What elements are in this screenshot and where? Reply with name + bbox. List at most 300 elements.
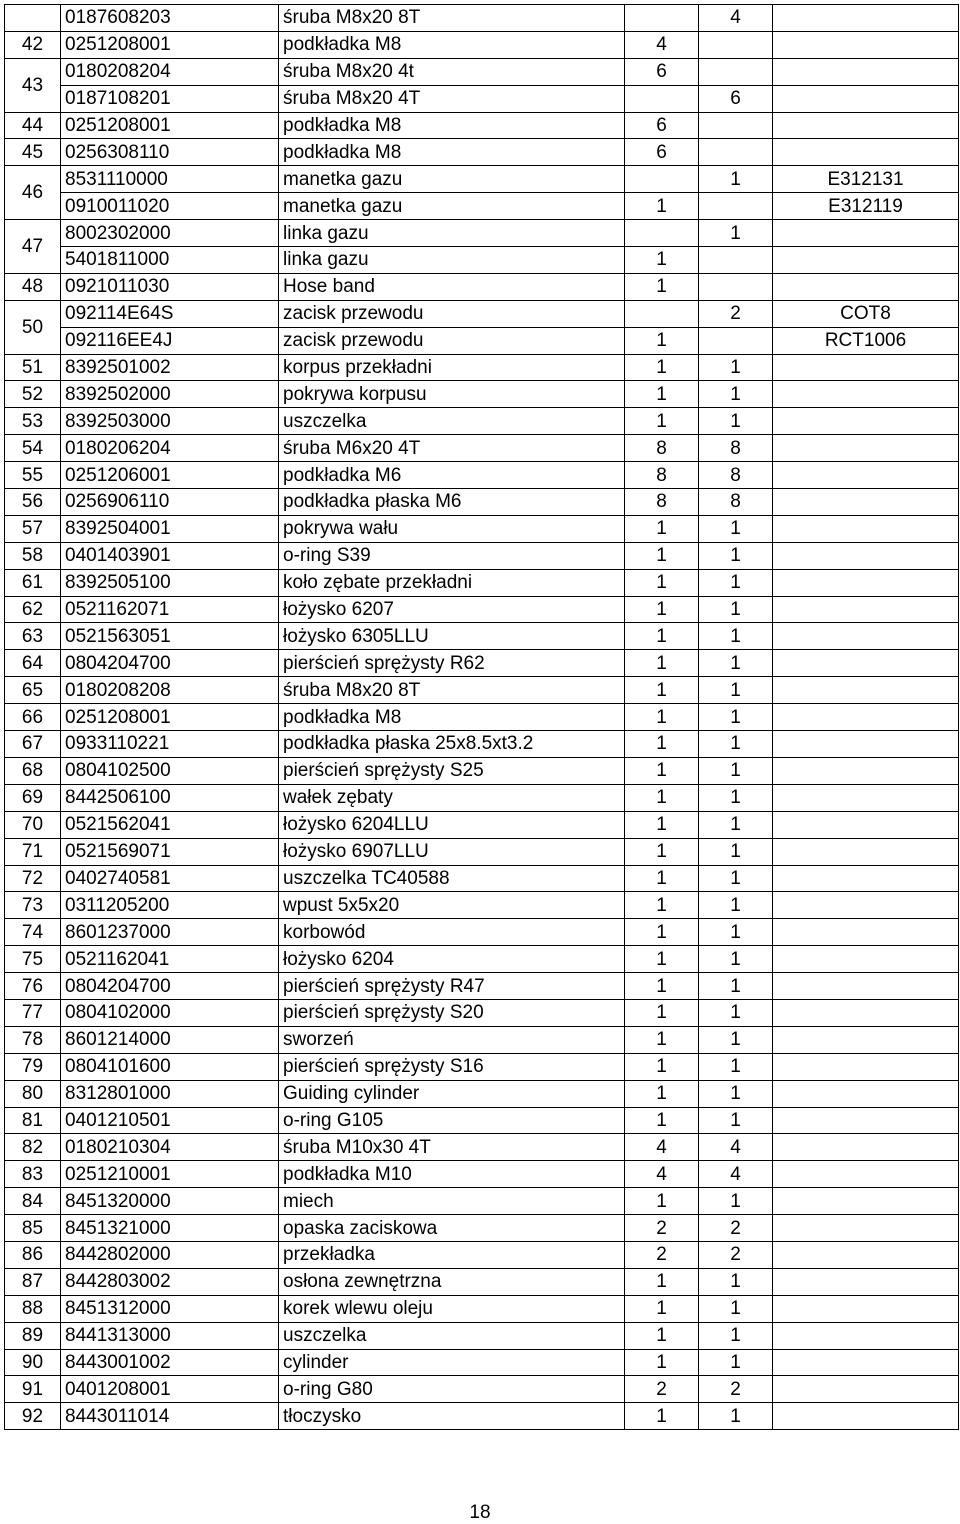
remark-cell <box>773 1215 959 1242</box>
table-row <box>5 1026 959 1053</box>
part-name-cell: podkładka M8 <box>279 704 625 731</box>
row-number-cell: 72 <box>5 865 61 892</box>
row-number-cell: 89 <box>5 1322 61 1349</box>
quantity-a-cell: 8 <box>625 435 699 462</box>
row-number-cell: 91 <box>5 1376 61 1403</box>
table-row <box>5 1322 959 1349</box>
part-name-cell: łożysko 6204LLU <box>279 811 625 838</box>
remark-cell <box>773 1026 959 1053</box>
remark-cell <box>773 946 959 973</box>
table-row <box>5 139 959 166</box>
quantity-b-cell: 8 <box>699 489 773 516</box>
table-row <box>5 1080 959 1107</box>
table-row <box>5 919 959 946</box>
remark-cell <box>773 247 959 274</box>
table-row <box>5 1134 959 1161</box>
part-code-cell: 8002302000 <box>61 220 279 247</box>
row-number-cell: 87 <box>5 1268 61 1295</box>
quantity-a-cell: 1 <box>625 1080 699 1107</box>
quantity-a-cell: 1 <box>625 811 699 838</box>
quantity-b-cell: 1 <box>699 973 773 1000</box>
quantity-b-cell: 1 <box>699 650 773 677</box>
quantity-b-cell <box>699 31 773 58</box>
row-number-cell: 86 <box>5 1241 61 1268</box>
table-row <box>5 58 959 85</box>
part-code-cell: 0804204700 <box>61 650 279 677</box>
quantity-a-cell: 8 <box>625 462 699 489</box>
part-code-cell: 8531110000 <box>61 166 279 193</box>
quantity-b-cell: 1 <box>699 1026 773 1053</box>
row-number-cell: 48 <box>5 273 61 300</box>
part-name-cell: łożysko 6907LLU <box>279 838 625 865</box>
table-row <box>5 677 959 704</box>
quantity-a-cell <box>625 300 699 327</box>
quantity-b-cell: 6 <box>699 85 773 112</box>
quantity-a-cell: 1 <box>625 838 699 865</box>
quantity-b-cell: 8 <box>699 462 773 489</box>
table-row <box>5 1349 959 1376</box>
quantity-a-cell: 4 <box>625 31 699 58</box>
row-number-cell: 64 <box>5 650 61 677</box>
row-number-cell: 81 <box>5 1107 61 1134</box>
remark-cell <box>773 489 959 516</box>
quantity-b-cell: 1 <box>699 220 773 247</box>
table-row <box>5 327 959 354</box>
part-name-cell: miech <box>279 1188 625 1215</box>
table-row <box>5 408 959 435</box>
row-number-cell: 62 <box>5 596 61 623</box>
quantity-a-cell: 1 <box>625 1107 699 1134</box>
part-code-cell: 0521162071 <box>61 596 279 623</box>
remark-cell <box>773 865 959 892</box>
part-code-cell: 8451321000 <box>61 1215 279 1242</box>
table-row <box>5 31 959 58</box>
quantity-a-cell: 2 <box>625 1241 699 1268</box>
quantity-b-cell <box>699 247 773 274</box>
quantity-b-cell: 1 <box>699 542 773 569</box>
row-number-cell: 61 <box>5 569 61 596</box>
quantity-b-cell: 2 <box>699 1376 773 1403</box>
quantity-a-cell: 1 <box>625 784 699 811</box>
table-row <box>5 515 959 542</box>
parts-table-body <box>5 5 959 1430</box>
part-name-cell: śruba M8x20 4t <box>279 58 625 85</box>
part-name-cell: podkładka M8 <box>279 31 625 58</box>
table-row <box>5 220 959 247</box>
table-row <box>5 704 959 731</box>
row-number-cell: 45 <box>5 139 61 166</box>
table-row <box>5 1053 959 1080</box>
part-code-cell: 0256308110 <box>61 139 279 166</box>
table-row <box>5 596 959 623</box>
part-code-cell: 0251208001 <box>61 31 279 58</box>
table-row <box>5 757 959 784</box>
table-row <box>5 892 959 919</box>
part-code-cell: 8443011014 <box>61 1403 279 1430</box>
quantity-b-cell <box>699 273 773 300</box>
quantity-a-cell: 1 <box>625 596 699 623</box>
part-name-cell: o-ring G80 <box>279 1376 625 1403</box>
remark-cell <box>773 1053 959 1080</box>
row-number-cell: 65 <box>5 677 61 704</box>
part-code-cell: 0402740581 <box>61 865 279 892</box>
quantity-b-cell: 1 <box>699 166 773 193</box>
part-code-cell: 092114E64S <box>61 300 279 327</box>
part-code-cell: 0187108201 <box>61 85 279 112</box>
row-number-cell: 71 <box>5 838 61 865</box>
quantity-a-cell: 1 <box>625 1188 699 1215</box>
table-row <box>5 623 959 650</box>
remark-cell <box>773 596 959 623</box>
remark-cell <box>773 757 959 784</box>
table-row <box>5 489 959 516</box>
quantity-a-cell: 6 <box>625 139 699 166</box>
remark-cell <box>773 892 959 919</box>
part-code-cell: 0804102500 <box>61 757 279 784</box>
part-code-cell: 8601214000 <box>61 1026 279 1053</box>
part-code-cell: 0804101600 <box>61 1053 279 1080</box>
quantity-a-cell: 1 <box>625 515 699 542</box>
quantity-b-cell: 1 <box>699 596 773 623</box>
row-number-cell: 53 <box>5 408 61 435</box>
quantity-b-cell: 1 <box>699 919 773 946</box>
remark-cell <box>773 435 959 462</box>
remark-cell <box>773 31 959 58</box>
remark-cell <box>773 85 959 112</box>
row-number-cell: 54 <box>5 435 61 462</box>
table-row <box>5 784 959 811</box>
quantity-b-cell: 1 <box>699 811 773 838</box>
quantity-a-cell: 2 <box>625 1376 699 1403</box>
table-row <box>5 193 959 220</box>
part-name-cell: śruba M8x20 8T <box>279 677 625 704</box>
table-row <box>5 166 959 193</box>
table-row <box>5 838 959 865</box>
quantity-b-cell: 1 <box>699 731 773 758</box>
quantity-a-cell: 1 <box>625 542 699 569</box>
table-row <box>5 273 959 300</box>
row-number-cell <box>5 5 61 32</box>
part-code-cell: 8442802000 <box>61 1241 279 1268</box>
row-number-cell: 51 <box>5 354 61 381</box>
part-name-cell: pierścień sprężysty S16 <box>279 1053 625 1080</box>
row-number-cell: 88 <box>5 1295 61 1322</box>
part-name-cell: podkładka M8 <box>279 139 625 166</box>
remark-cell <box>773 1161 959 1188</box>
part-code-cell: 0910011020 <box>61 193 279 220</box>
quantity-a-cell: 1 <box>625 892 699 919</box>
part-code-cell: 0251210001 <box>61 1161 279 1188</box>
quantity-a-cell: 1 <box>625 193 699 220</box>
row-number-cell: 83 <box>5 1161 61 1188</box>
remark-cell: E312119 <box>773 193 959 220</box>
quantity-b-cell: 1 <box>699 1080 773 1107</box>
quantity-a-cell: 1 <box>625 919 699 946</box>
row-number-cell: 63 <box>5 623 61 650</box>
part-code-cell: 8601237000 <box>61 919 279 946</box>
remark-cell <box>773 58 959 85</box>
part-code-cell: 0401403901 <box>61 542 279 569</box>
part-name-cell: podkładka M10 <box>279 1161 625 1188</box>
part-name-cell: korpus przekładni <box>279 354 625 381</box>
part-code-cell: 0251208001 <box>61 704 279 731</box>
quantity-b-cell: 1 <box>699 569 773 596</box>
table-row <box>5 731 959 758</box>
table-row <box>5 1215 959 1242</box>
part-code-cell: 8392502000 <box>61 381 279 408</box>
table-row <box>5 946 959 973</box>
quantity-a-cell: 1 <box>625 731 699 758</box>
part-code-cell: 0521562041 <box>61 811 279 838</box>
table-row <box>5 1241 959 1268</box>
row-number-cell: 80 <box>5 1080 61 1107</box>
remark-cell <box>773 704 959 731</box>
part-name-cell: tłoczysko <box>279 1403 625 1430</box>
remark-cell: COT8 <box>773 300 959 327</box>
row-number-cell: 77 <box>5 999 61 1026</box>
row-number-cell: 57 <box>5 515 61 542</box>
quantity-b-cell: 1 <box>699 838 773 865</box>
remark-cell <box>773 381 959 408</box>
part-code-cell: 8441313000 <box>61 1322 279 1349</box>
table-row <box>5 85 959 112</box>
part-name-cell: o-ring S39 <box>279 542 625 569</box>
row-number-cell: 50 <box>5 300 61 354</box>
part-name-cell: linka gazu <box>279 220 625 247</box>
quantity-b-cell: 2 <box>699 1215 773 1242</box>
quantity-b-cell: 1 <box>699 623 773 650</box>
quantity-a-cell: 1 <box>625 354 699 381</box>
quantity-b-cell: 1 <box>699 946 773 973</box>
part-code-cell: 0180208204 <box>61 58 279 85</box>
part-name-cell: pierścień sprężysty S25 <box>279 757 625 784</box>
table-row <box>5 1161 959 1188</box>
remark-cell <box>773 1241 959 1268</box>
parts-table <box>4 4 959 1430</box>
remark-cell <box>773 1349 959 1376</box>
part-name-cell: manetka gazu <box>279 193 625 220</box>
quantity-a-cell: 1 <box>625 569 699 596</box>
row-number-cell: 78 <box>5 1026 61 1053</box>
part-code-cell: 5401811000 <box>61 247 279 274</box>
quantity-b-cell: 1 <box>699 677 773 704</box>
quantity-b-cell: 1 <box>699 784 773 811</box>
part-name-cell: pierścień sprężysty S20 <box>279 999 625 1026</box>
remark-cell <box>773 515 959 542</box>
part-code-cell: 8442506100 <box>61 784 279 811</box>
table-row <box>5 973 959 1000</box>
table-row <box>5 1188 959 1215</box>
part-code-cell: 8451320000 <box>61 1188 279 1215</box>
remark-cell: RCT1006 <box>773 327 959 354</box>
remark-cell <box>773 112 959 139</box>
part-name-cell: koło zębate przekładni <box>279 569 625 596</box>
quantity-a-cell: 1 <box>625 1349 699 1376</box>
remark-cell <box>773 811 959 838</box>
quantity-b-cell: 1 <box>699 757 773 784</box>
quantity-b-cell: 1 <box>699 1403 773 1430</box>
quantity-a-cell: 6 <box>625 58 699 85</box>
row-number-cell: 42 <box>5 31 61 58</box>
part-name-cell: śruba M8x20 4T <box>279 85 625 112</box>
part-name-cell: pokrywa korpusu <box>279 381 625 408</box>
row-number-cell: 68 <box>5 757 61 784</box>
remark-cell <box>773 677 959 704</box>
remark-cell <box>773 784 959 811</box>
remark-cell <box>773 1080 959 1107</box>
part-name-cell: łożysko 6204 <box>279 946 625 973</box>
quantity-a-cell: 1 <box>625 650 699 677</box>
quantity-b-cell: 4 <box>699 1134 773 1161</box>
part-name-cell: wpust 5x5x20 <box>279 892 625 919</box>
part-name-cell: wałek zębaty <box>279 784 625 811</box>
row-number-cell: 43 <box>5 58 61 112</box>
part-code-cell: 0804102000 <box>61 999 279 1026</box>
quantity-b-cell <box>699 112 773 139</box>
part-name-cell: korbowód <box>279 919 625 946</box>
part-name-cell: uszczelka <box>279 408 625 435</box>
quantity-b-cell: 1 <box>699 1295 773 1322</box>
table-row <box>5 247 959 274</box>
remark-cell <box>773 354 959 381</box>
part-code-cell: 0180206204 <box>61 435 279 462</box>
remark-cell <box>773 569 959 596</box>
quantity-a-cell: 1 <box>625 1053 699 1080</box>
part-name-cell: łożysko 6305LLU <box>279 623 625 650</box>
row-number-cell: 67 <box>5 731 61 758</box>
row-number-cell: 82 <box>5 1134 61 1161</box>
part-name-cell: cylinder <box>279 1349 625 1376</box>
quantity-b-cell: 1 <box>699 354 773 381</box>
remark-cell <box>773 1403 959 1430</box>
part-name-cell: zacisk przewodu <box>279 327 625 354</box>
quantity-a-cell <box>625 220 699 247</box>
table-row <box>5 865 959 892</box>
part-code-cell: 0180208208 <box>61 677 279 704</box>
row-number-cell: 74 <box>5 919 61 946</box>
part-code-cell: 0256906110 <box>61 489 279 516</box>
part-code-cell: 0187608203 <box>61 5 279 32</box>
table-row <box>5 112 959 139</box>
quantity-a-cell: 1 <box>625 1403 699 1430</box>
part-name-cell: podkładka płaska M6 <box>279 489 625 516</box>
part-name-cell: przekładka <box>279 1241 625 1268</box>
part-name-cell: śruba M6x20 4T <box>279 435 625 462</box>
quantity-b-cell: 2 <box>699 300 773 327</box>
part-name-cell: zacisk przewodu <box>279 300 625 327</box>
quantity-b-cell: 1 <box>699 1322 773 1349</box>
row-number-cell: 73 <box>5 892 61 919</box>
quantity-b-cell <box>699 193 773 220</box>
remark-cell <box>773 542 959 569</box>
row-number-cell: 46 <box>5 166 61 220</box>
table-row <box>5 1403 959 1430</box>
quantity-b-cell <box>699 139 773 166</box>
quantity-b-cell: 1 <box>699 381 773 408</box>
table-row <box>5 354 959 381</box>
row-number-cell: 76 <box>5 973 61 1000</box>
quantity-a-cell: 8 <box>625 489 699 516</box>
part-code-cell: 0921011030 <box>61 273 279 300</box>
row-number-cell: 66 <box>5 704 61 731</box>
remark-cell <box>773 273 959 300</box>
quantity-b-cell: 1 <box>699 865 773 892</box>
row-number-cell: 92 <box>5 1403 61 1430</box>
part-name-cell: podkładka płaska 25x8.5xt3.2 <box>279 731 625 758</box>
part-name-cell: podkładka M6 <box>279 462 625 489</box>
quantity-b-cell: 1 <box>699 1268 773 1295</box>
part-name-cell: manetka gazu <box>279 166 625 193</box>
quantity-b-cell <box>699 58 773 85</box>
part-code-cell: 8443001002 <box>61 1349 279 1376</box>
quantity-a-cell: 4 <box>625 1134 699 1161</box>
quantity-b-cell: 1 <box>699 408 773 435</box>
quantity-a-cell: 1 <box>625 623 699 650</box>
row-number-cell: 84 <box>5 1188 61 1215</box>
quantity-a-cell: 1 <box>625 865 699 892</box>
part-code-cell: 8392504001 <box>61 515 279 542</box>
part-name-cell: podkładka M8 <box>279 112 625 139</box>
quantity-a-cell: 1 <box>625 1268 699 1295</box>
table-row <box>5 569 959 596</box>
part-code-cell: 0311205200 <box>61 892 279 919</box>
quantity-a-cell: 1 <box>625 677 699 704</box>
quantity-a-cell: 1 <box>625 381 699 408</box>
quantity-b-cell: 1 <box>699 704 773 731</box>
remark-cell <box>773 408 959 435</box>
table-row <box>5 300 959 327</box>
quantity-a-cell <box>625 166 699 193</box>
quantity-a-cell: 1 <box>625 973 699 1000</box>
row-number-cell: 90 <box>5 1349 61 1376</box>
part-name-cell: uszczelka <box>279 1322 625 1349</box>
part-code-cell: 8392505100 <box>61 569 279 596</box>
remark-cell <box>773 1376 959 1403</box>
row-number-cell: 56 <box>5 489 61 516</box>
part-name-cell: o-ring G105 <box>279 1107 625 1134</box>
remark-cell <box>773 973 959 1000</box>
remark-cell <box>773 1295 959 1322</box>
remark-cell <box>773 623 959 650</box>
table-row <box>5 1107 959 1134</box>
part-code-cell: 0180210304 <box>61 1134 279 1161</box>
part-name-cell: uszczelka TC40588 <box>279 865 625 892</box>
quantity-a-cell: 1 <box>625 999 699 1026</box>
table-row <box>5 811 959 838</box>
part-code-cell: 8312801000 <box>61 1080 279 1107</box>
table-row <box>5 435 959 462</box>
table-row <box>5 381 959 408</box>
table-row <box>5 650 959 677</box>
part-name-cell: pierścień sprężysty R62 <box>279 650 625 677</box>
quantity-a-cell: 6 <box>625 112 699 139</box>
row-number-cell: 52 <box>5 381 61 408</box>
quantity-a-cell: 1 <box>625 408 699 435</box>
row-number-cell: 85 <box>5 1215 61 1242</box>
table-row <box>5 462 959 489</box>
part-code-cell: 8392503000 <box>61 408 279 435</box>
quantity-a-cell: 1 <box>625 1322 699 1349</box>
quantity-a-cell <box>625 5 699 32</box>
quantity-a-cell: 1 <box>625 757 699 784</box>
remark-cell <box>773 220 959 247</box>
row-number-cell: 44 <box>5 112 61 139</box>
part-code-cell: 0521563051 <box>61 623 279 650</box>
quantity-a-cell: 1 <box>625 1026 699 1053</box>
part-code-cell: 0251208001 <box>61 112 279 139</box>
quantity-b-cell: 1 <box>699 1053 773 1080</box>
table-row <box>5 999 959 1026</box>
